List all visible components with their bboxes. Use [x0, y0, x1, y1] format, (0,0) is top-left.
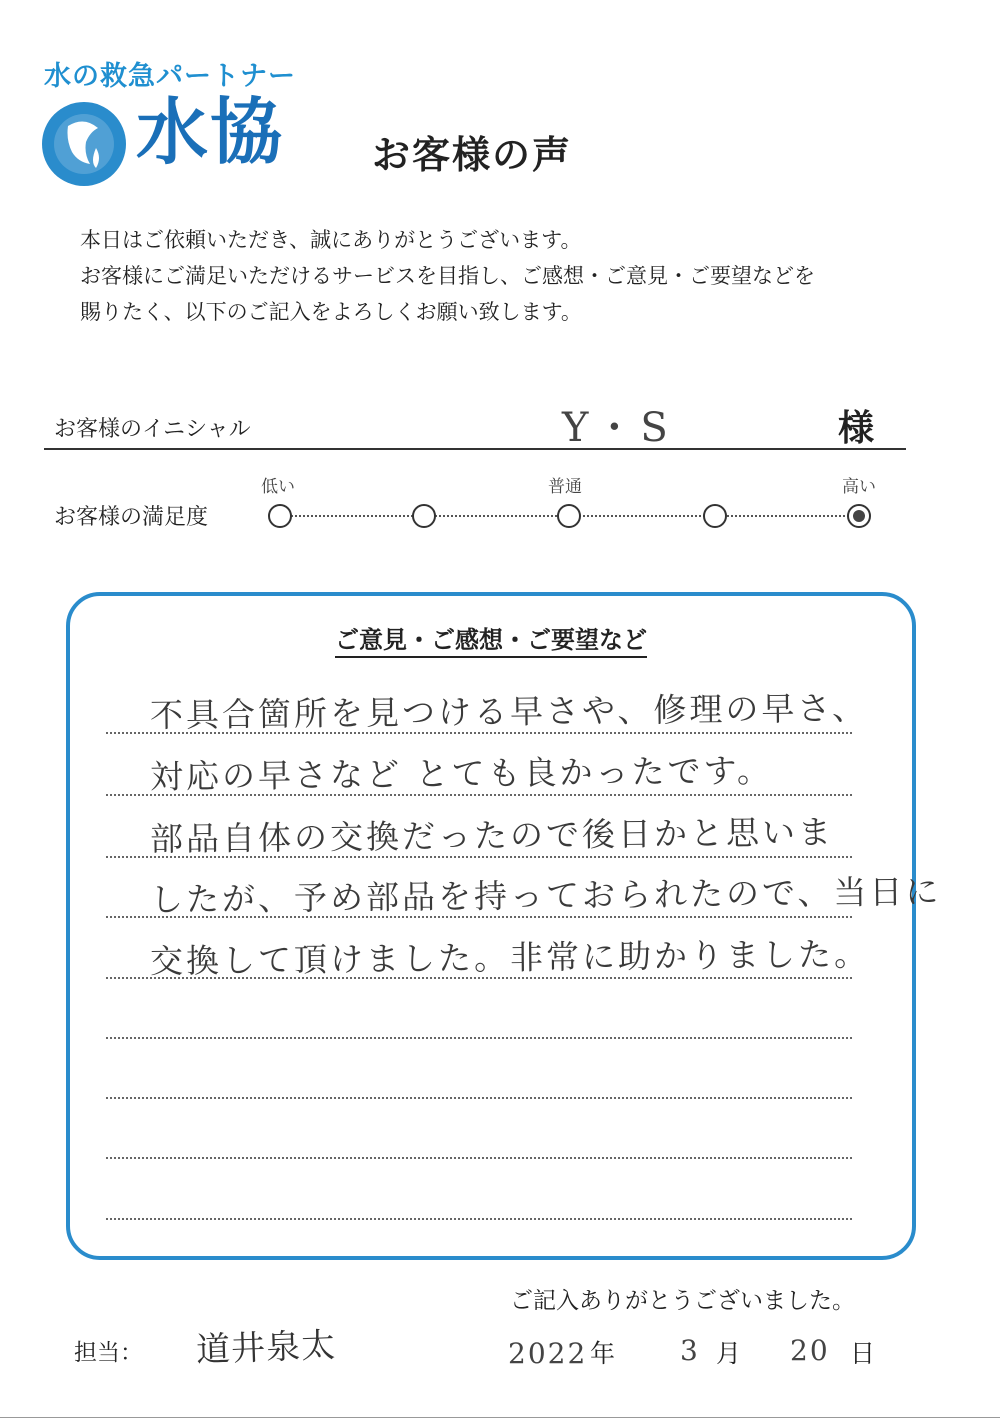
rating-high-label: 高い: [842, 477, 876, 497]
comment-rule: [106, 916, 852, 918]
rating-option-5[interactable]: [847, 504, 871, 528]
comment-rule: [106, 1157, 852, 1159]
rating-option-2[interactable]: [412, 504, 436, 528]
comment-rule: [106, 1037, 852, 1039]
thanks-message: ご記入ありがとうございました。: [510, 1288, 855, 1314]
satisfaction-label: お客様の満足度: [54, 505, 209, 530]
brand-logo-text: 水協: [136, 90, 285, 174]
comment-line: 対応の早さなど とても良かったです。: [149, 750, 774, 797]
comment-line: したが、予め部品を持っておられたので、当日に: [149, 871, 942, 920]
rating-mid-label: 普通: [548, 477, 582, 497]
comment-rule: [106, 1218, 852, 1220]
date-month: 3: [680, 1334, 698, 1367]
rating-option-1[interactable]: [268, 504, 292, 528]
comments-title: ご意見・ご感想・ご要望など: [0, 620, 982, 655]
comment-rule: [106, 856, 852, 858]
intro-line: お客様にご満足いただけるサービスを目指し、ご感想・ご意見・ご要望などを: [80, 264, 815, 288]
page-edge-rule: [0, 1417, 1000, 1418]
intro-line: 本日はご依頼いただき、誠にありがとうございます。: [80, 228, 582, 252]
comment-rule: [106, 1097, 852, 1099]
intro-line: 賜りたく、以下のご記入をよろしくお願い致します。: [80, 300, 582, 324]
initials-underline: [44, 448, 906, 450]
initials-value: Y・S: [562, 405, 674, 451]
comment-line: 部品自体の交換だったので後日かと思いま: [149, 812, 835, 859]
rating-option-3[interactable]: [557, 504, 581, 528]
comment-rule: [106, 794, 852, 796]
brand-tagline: 水の救急パートナー: [44, 61, 296, 92]
date-day: 20: [790, 1334, 830, 1367]
water-drop-logo-icon: [38, 98, 130, 190]
date-month-unit: 月: [716, 1339, 742, 1368]
staff-signature: 道井泉太: [195, 1325, 337, 1371]
comment-rule: [106, 977, 852, 979]
staff-label: 担当：: [74, 1340, 143, 1366]
page-title: お客様の声: [372, 133, 573, 177]
date-year: 2022: [508, 1337, 588, 1370]
date-day-unit: 日: [850, 1339, 876, 1368]
honorific: 様: [838, 408, 875, 449]
intro-paragraph: [80, 222, 815, 330]
rating-option-4[interactable]: [703, 504, 727, 528]
comment-line: 交換して頂けました。非常に助かりました。: [149, 934, 871, 981]
comment-rule: [106, 732, 852, 734]
rating-low-label: 低い: [261, 477, 295, 497]
comment-line: 不具合箇所を見つける早さや、修理の早さ、: [149, 688, 869, 735]
date-year-unit: 年: [590, 1339, 616, 1368]
initials-label: お客様のイニシャル: [54, 417, 251, 442]
